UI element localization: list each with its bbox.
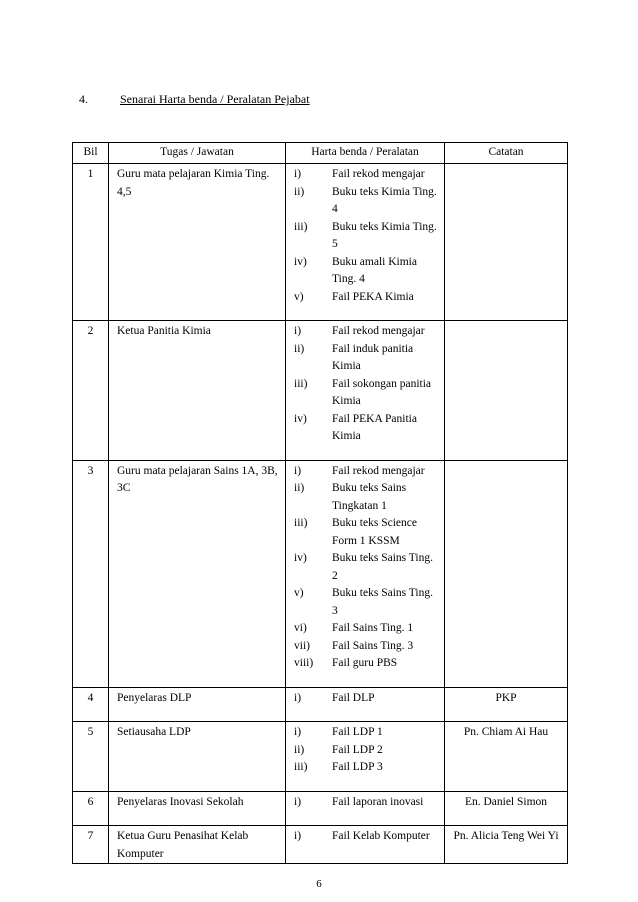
item-numeral: ii) bbox=[294, 482, 305, 494]
list-item bbox=[294, 690, 440, 708]
list-item bbox=[294, 166, 440, 184]
item-numeral: i) bbox=[294, 830, 302, 842]
list-item bbox=[294, 254, 440, 289]
list-item bbox=[294, 480, 440, 515]
item-numeral: iv) bbox=[294, 552, 307, 564]
list-item bbox=[294, 828, 440, 846]
cell-catatan bbox=[445, 321, 568, 461]
item-numeral: iv) bbox=[294, 255, 307, 268]
item-numeral: ii) bbox=[294, 342, 305, 355]
list-item bbox=[294, 376, 440, 411]
table-row bbox=[73, 321, 568, 461]
cell-tugas: Penyelaras Inovasi Sekolah bbox=[109, 791, 286, 826]
table-row bbox=[73, 722, 568, 792]
cell-harta bbox=[286, 460, 445, 687]
list-item bbox=[294, 341, 440, 376]
cell-bil: 1 bbox=[73, 164, 109, 321]
cell-bil: 6 bbox=[73, 791, 109, 826]
page-number: 6 bbox=[316, 878, 322, 890]
item-numeral: i) bbox=[294, 726, 302, 738]
item-text: Buku teks Kimia Ting. 4 bbox=[332, 185, 437, 215]
item-numeral: iii) bbox=[294, 517, 308, 529]
header-catatan: Catatan bbox=[445, 143, 568, 164]
list-item bbox=[294, 638, 440, 656]
header-bil: Bil bbox=[73, 143, 109, 164]
list-item bbox=[294, 323, 440, 341]
cell-catatan: En. Daniel Simon bbox=[445, 791, 568, 826]
cell-bil: 7 bbox=[73, 826, 109, 864]
cell-harta bbox=[286, 826, 445, 864]
item-numeral: ii) bbox=[294, 743, 305, 756]
item-text: Buku teks Sains Ting. 3 bbox=[332, 587, 433, 617]
table-header-row bbox=[73, 143, 568, 164]
cell-harta bbox=[286, 722, 445, 792]
cell-bil: 3 bbox=[73, 460, 109, 687]
cell-bil: 2 bbox=[73, 321, 109, 461]
header-tugas: Tugas / Jawatan bbox=[109, 143, 286, 164]
list-item bbox=[294, 794, 440, 812]
item-numeral: viii) bbox=[294, 657, 314, 669]
item-text: Fail sokongan panitia Kimia bbox=[332, 377, 432, 407]
item-text: Fail laporan inovasi bbox=[332, 795, 424, 808]
item-text: Buku teks Sains Tingkatan 1 bbox=[332, 482, 407, 512]
cell-harta bbox=[286, 687, 445, 722]
item-numeral: i) bbox=[294, 795, 302, 808]
item-numeral: i) bbox=[294, 325, 302, 337]
item-numeral: iv) bbox=[294, 412, 307, 425]
cell-harta bbox=[286, 791, 445, 826]
list-item bbox=[294, 585, 440, 620]
item-text: Fail LDP 2 bbox=[332, 743, 383, 756]
item-text: Fail induk panitia Kimia bbox=[332, 342, 414, 372]
table-row bbox=[73, 687, 568, 722]
list-item bbox=[294, 515, 440, 550]
cell-tugas: Ketua Panitia Kimia bbox=[109, 321, 286, 461]
item-numeral: i) bbox=[294, 464, 302, 477]
list-item bbox=[294, 759, 440, 777]
table-row bbox=[73, 460, 568, 687]
cell-tugas: Penyelaras DLP bbox=[109, 687, 286, 722]
cell-catatan: Pn. Chiam Ai Hau bbox=[445, 722, 568, 792]
cell-harta bbox=[286, 164, 445, 321]
item-text: Buku amali Kimia Ting. 4 bbox=[332, 255, 417, 285]
item-text: Buku teks Kimia Ting. 5 bbox=[332, 220, 437, 250]
item-numeral: iii) bbox=[294, 761, 308, 773]
item-numeral: i) bbox=[294, 691, 302, 704]
section-title: Senarai Harta benda / Peralatan Pejabat bbox=[120, 92, 310, 106]
item-text: Fail PEKA Kimia bbox=[332, 290, 414, 303]
item-numeral: i) bbox=[294, 168, 302, 180]
cell-catatan: Pn. Alicia Teng Wei Yi bbox=[445, 826, 568, 864]
list-item bbox=[294, 219, 440, 254]
cell-bil: 4 bbox=[73, 687, 109, 722]
cell-tugas: Guru mata pelajaran Kimia Ting. 4,5 bbox=[109, 164, 286, 321]
item-text: Fail Sains Ting. 1 bbox=[332, 622, 414, 634]
item-numeral: iii) bbox=[294, 220, 308, 233]
asset-table bbox=[72, 142, 568, 864]
item-numeral: iii) bbox=[294, 377, 308, 390]
list-item bbox=[294, 724, 440, 742]
table-row bbox=[73, 164, 568, 321]
list-item bbox=[294, 742, 440, 760]
item-text: Fail rekod mengajar bbox=[332, 325, 425, 337]
item-numeral: vi) bbox=[294, 622, 307, 634]
cell-harta bbox=[286, 321, 445, 461]
section-heading bbox=[79, 92, 310, 107]
item-numeral: v) bbox=[294, 290, 304, 303]
section-number: 4. bbox=[79, 92, 88, 106]
item-text: Fail rekod mengajar bbox=[332, 464, 425, 477]
list-item bbox=[294, 550, 440, 585]
cell-tugas: Ketua Guru Penasihat Kelab Komputer bbox=[109, 826, 286, 864]
item-text: Fail guru PBS bbox=[332, 657, 398, 669]
table-row bbox=[73, 826, 568, 864]
item-numeral: ii) bbox=[294, 185, 305, 198]
cell-catatan bbox=[445, 460, 568, 687]
table-row bbox=[73, 791, 568, 826]
table-body bbox=[73, 164, 568, 864]
item-text: Fail LDP 1 bbox=[332, 726, 383, 738]
list-item bbox=[294, 655, 440, 673]
item-text: Fail PEKA Panitia Kimia bbox=[332, 412, 417, 442]
cell-catatan: PKP bbox=[445, 687, 568, 722]
item-text: Fail Kelab Komputer bbox=[332, 830, 430, 842]
item-text: Buku teks Science Form 1 KSSM bbox=[332, 517, 417, 547]
cell-tugas: Setiausaha LDP bbox=[109, 722, 286, 792]
list-item bbox=[294, 411, 440, 446]
list-item bbox=[294, 289, 440, 307]
item-text: Fail rekod mengajar bbox=[332, 168, 425, 180]
list-item bbox=[294, 620, 440, 638]
item-text: Fail Sains Ting. 3 bbox=[332, 639, 414, 652]
header-harta: Harta benda / Peralatan bbox=[286, 143, 445, 164]
list-item bbox=[294, 184, 440, 219]
item-text: Buku teks Sains Ting. 2 bbox=[332, 552, 433, 582]
item-text: Fail DLP bbox=[332, 691, 375, 704]
list-item bbox=[294, 463, 440, 481]
cell-catatan bbox=[445, 164, 568, 321]
item-numeral: vii) bbox=[294, 639, 310, 652]
item-text: Fail LDP 3 bbox=[332, 761, 383, 773]
item-numeral: v) bbox=[294, 587, 304, 599]
cell-bil: 5 bbox=[73, 722, 109, 792]
cell-tugas: Guru mata pelajaran Sains 1A, 3B, 3C bbox=[109, 460, 286, 687]
